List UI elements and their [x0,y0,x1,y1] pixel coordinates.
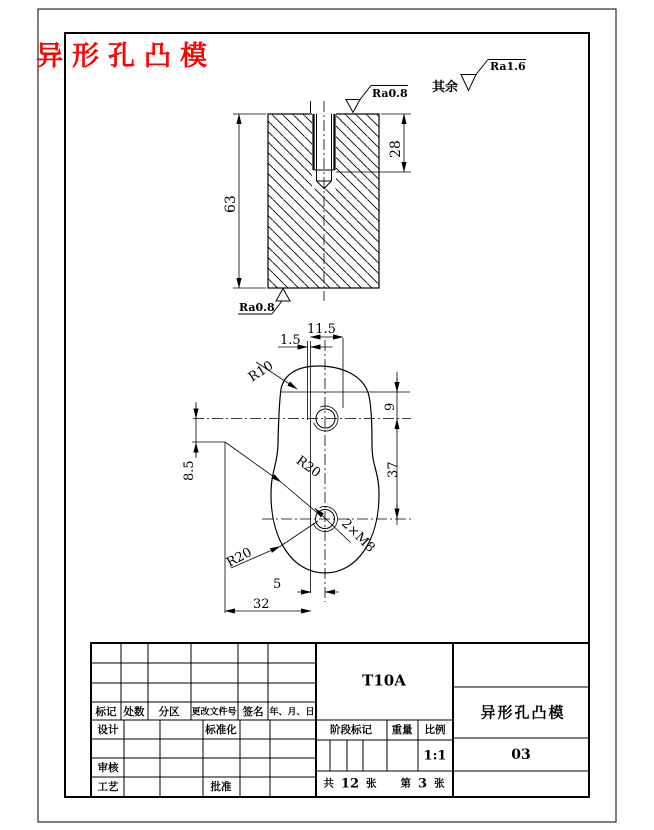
part-name: 异形孔凸模 [480,704,566,722]
roughness-bottom-label: Ra0.8 [239,301,275,314]
dim-11-5: 11.5 [307,322,336,337]
weight-label: 重量 [391,723,413,736]
sheet-no-unit: 张 [434,777,445,790]
dim-r20-bottom: R20 [224,545,255,571]
dim-8-5: 8.5 [182,460,197,481]
sheet-total: 12 [340,776,360,792]
dim-37: 37 [386,461,401,478]
design-label: 设计 [97,723,119,736]
section-view [233,86,411,315]
header-change-doc: 更改文件号 [191,706,237,717]
stage-label: 阶段标记 [330,723,372,736]
dim-32: 32 [253,597,270,612]
scale-label: 比例 [424,723,446,736]
header-zone: 分区 [158,705,180,718]
sheet-total-unit: 张 [366,777,377,790]
process-label: 工艺 [97,780,119,793]
standardization-label: 标准化 [205,723,237,736]
drawing-number: 03 [511,747,531,763]
header-mark: 标记 [95,705,117,718]
roughness-top-label: Ra0.8 [372,87,408,100]
dim-28: 28 [388,140,404,158]
check-label: 审核 [97,761,119,774]
general-roughness-prefix: 其余 [432,79,459,94]
dim-r20-mid: R20 [292,453,324,481]
sheet-no-prefix: 第 [400,777,412,790]
dim-5: 5 [273,577,282,592]
dim-63: 63 [223,195,239,213]
header-date: 年、月、日 [269,706,315,717]
page-title: 异形孔凸模 [36,41,216,71]
plan-view [192,337,413,613]
dim-r10: R10 [246,358,277,386]
die-set-code: T10A [362,671,406,690]
header-count: 处数 [123,705,145,718]
general-roughness-value: Ra1.6 [490,60,526,73]
sheet-total-prefix: 共 [323,777,334,790]
dim-1-5: 1.5 [280,333,301,348]
scale-value: 1:1 [423,748,447,764]
sheet-no: 3 [418,776,428,792]
thread-note: 2×M8 [338,516,378,556]
dim-9: 9 [383,402,398,411]
sheet-info [323,778,444,791]
approve-label: 批准 [210,780,232,793]
header-signature: 签名 [242,705,264,718]
